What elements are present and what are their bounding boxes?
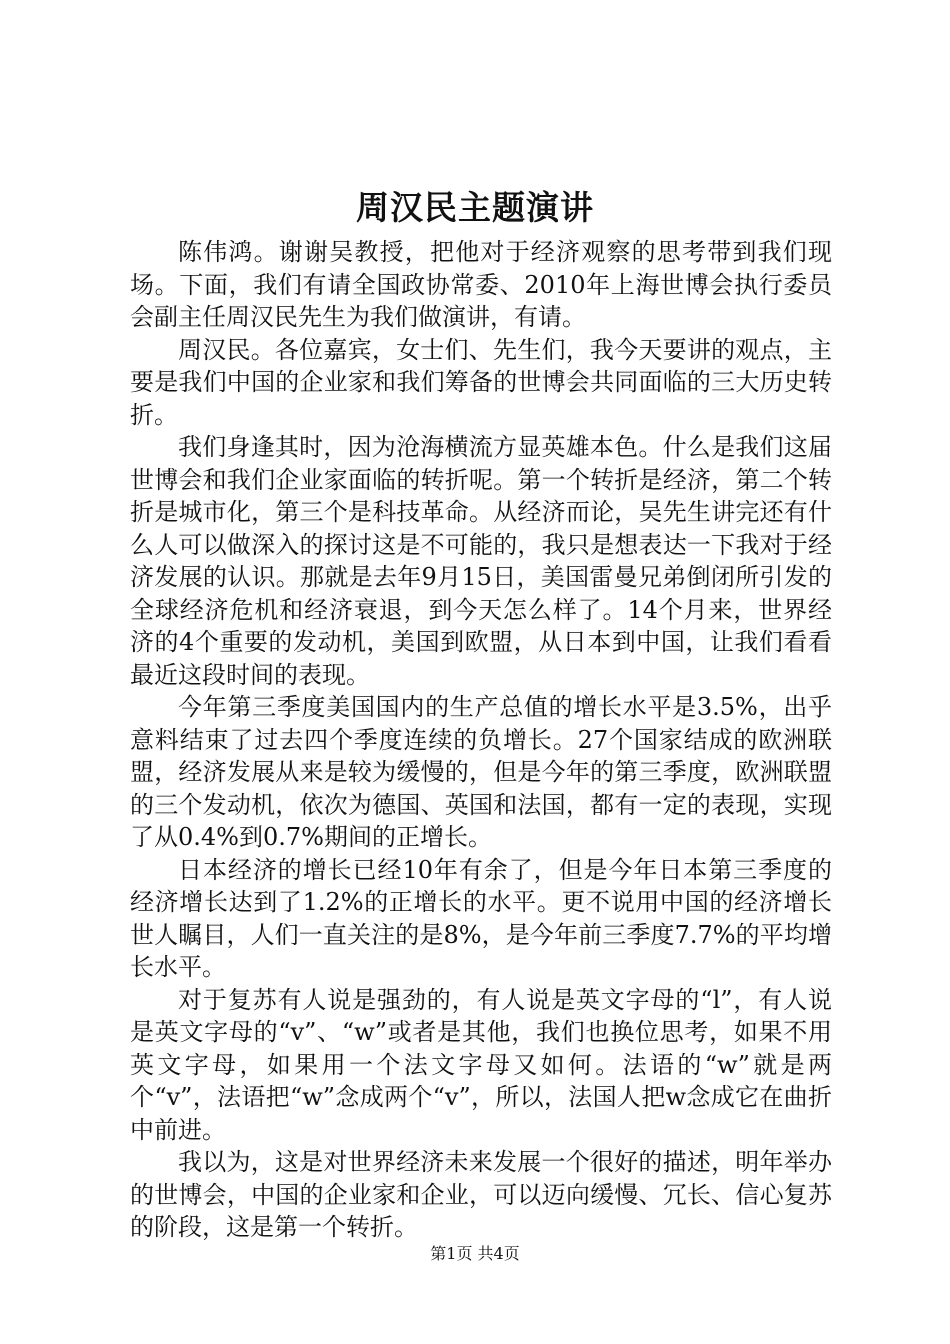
paragraph-4: 今年第三季度美国国内的生产总值的增长水平是3.5%，出乎意料结束了过去四个季度连续的负增长。27个国家结成的欧洲联盟，经济发展从来是较为缓慢的，但是今年的第三季度，欧洲联盟的三个发动机，依次为德国、英国和法国，都有一定的表现，实现了从0.4%到0.7%期间的正增长。 (130, 693, 832, 851)
paragraph-3: 我们身逢其时，因为沧海横流方显英雄本色。什么是我们这届世博会和我们企业家面临的转折呢。第一个转折是经济，第二个转折是城市化，第三个是科技革命。从经济而论，吴先生讲完还有什么人可以做深入的探讨这是不可能的，我只是想表达一下我对于经济发展的认识。那就是去年9月15日，美国雷曼兄弟倒闭所引发的全球经济危机和经济衰退，到今天怎么样了。14个月来，世界经济的4个重要的发动机，美国到欧盟，从日本到中国，让我们看看最近这段时间的表现。 (130, 433, 832, 689)
paragraph-1: 陈伟鸿。谢谢吴教授，把他对于经济观察的思考带到我们现场。下面，我们有请全国政协常委、2010年上海世博会执行委员会副主任周汉民先生为我们做演讲，有请。 (130, 238, 832, 331)
paragraph-2: 周汉民。各位嘉宾，女士们、先生们，我今天要讲的观点，主要是我们中国的企业家和我们筹备的世博会共同面临的三大历史转折。 (130, 335, 832, 429)
page-number-footer: 第1页 共4页 (430, 1244, 520, 1263)
document-title: 周汉民主题演讲 (356, 188, 594, 227)
document-body (130, 236, 832, 1244)
paragraph-7: 我以为，这是对世界经济未来发展一个很好的描述，明年举办的世博会，中国的企业家和企业，可以迈向缓慢、冗长、信心复苏的阶段，这是第一个转折。 (130, 1148, 832, 1241)
paragraph-6: 对于复苏有人说是强劲的，有人说是英文字母的“l”，有人说是英文字母的“v”、“w”或者是其他，我们也换位思考，如果不用英文字母，如果用一个法文字母又如何。法语的“w”就是两个“v”，法语把“w”念成两个“v”，所以，法国人把w念成它在曲折中前进。 (130, 985, 832, 1144)
paragraph-5: 日本经济的增长已经10年有余了，但是今年日本第三季度的经济增长达到了1.2%的正增长的水平。更不说用中国的经济增长世人瞩目，人们一直关注的是8%，是今年前三季度7.7%的平均增长水平。 (130, 855, 832, 981)
